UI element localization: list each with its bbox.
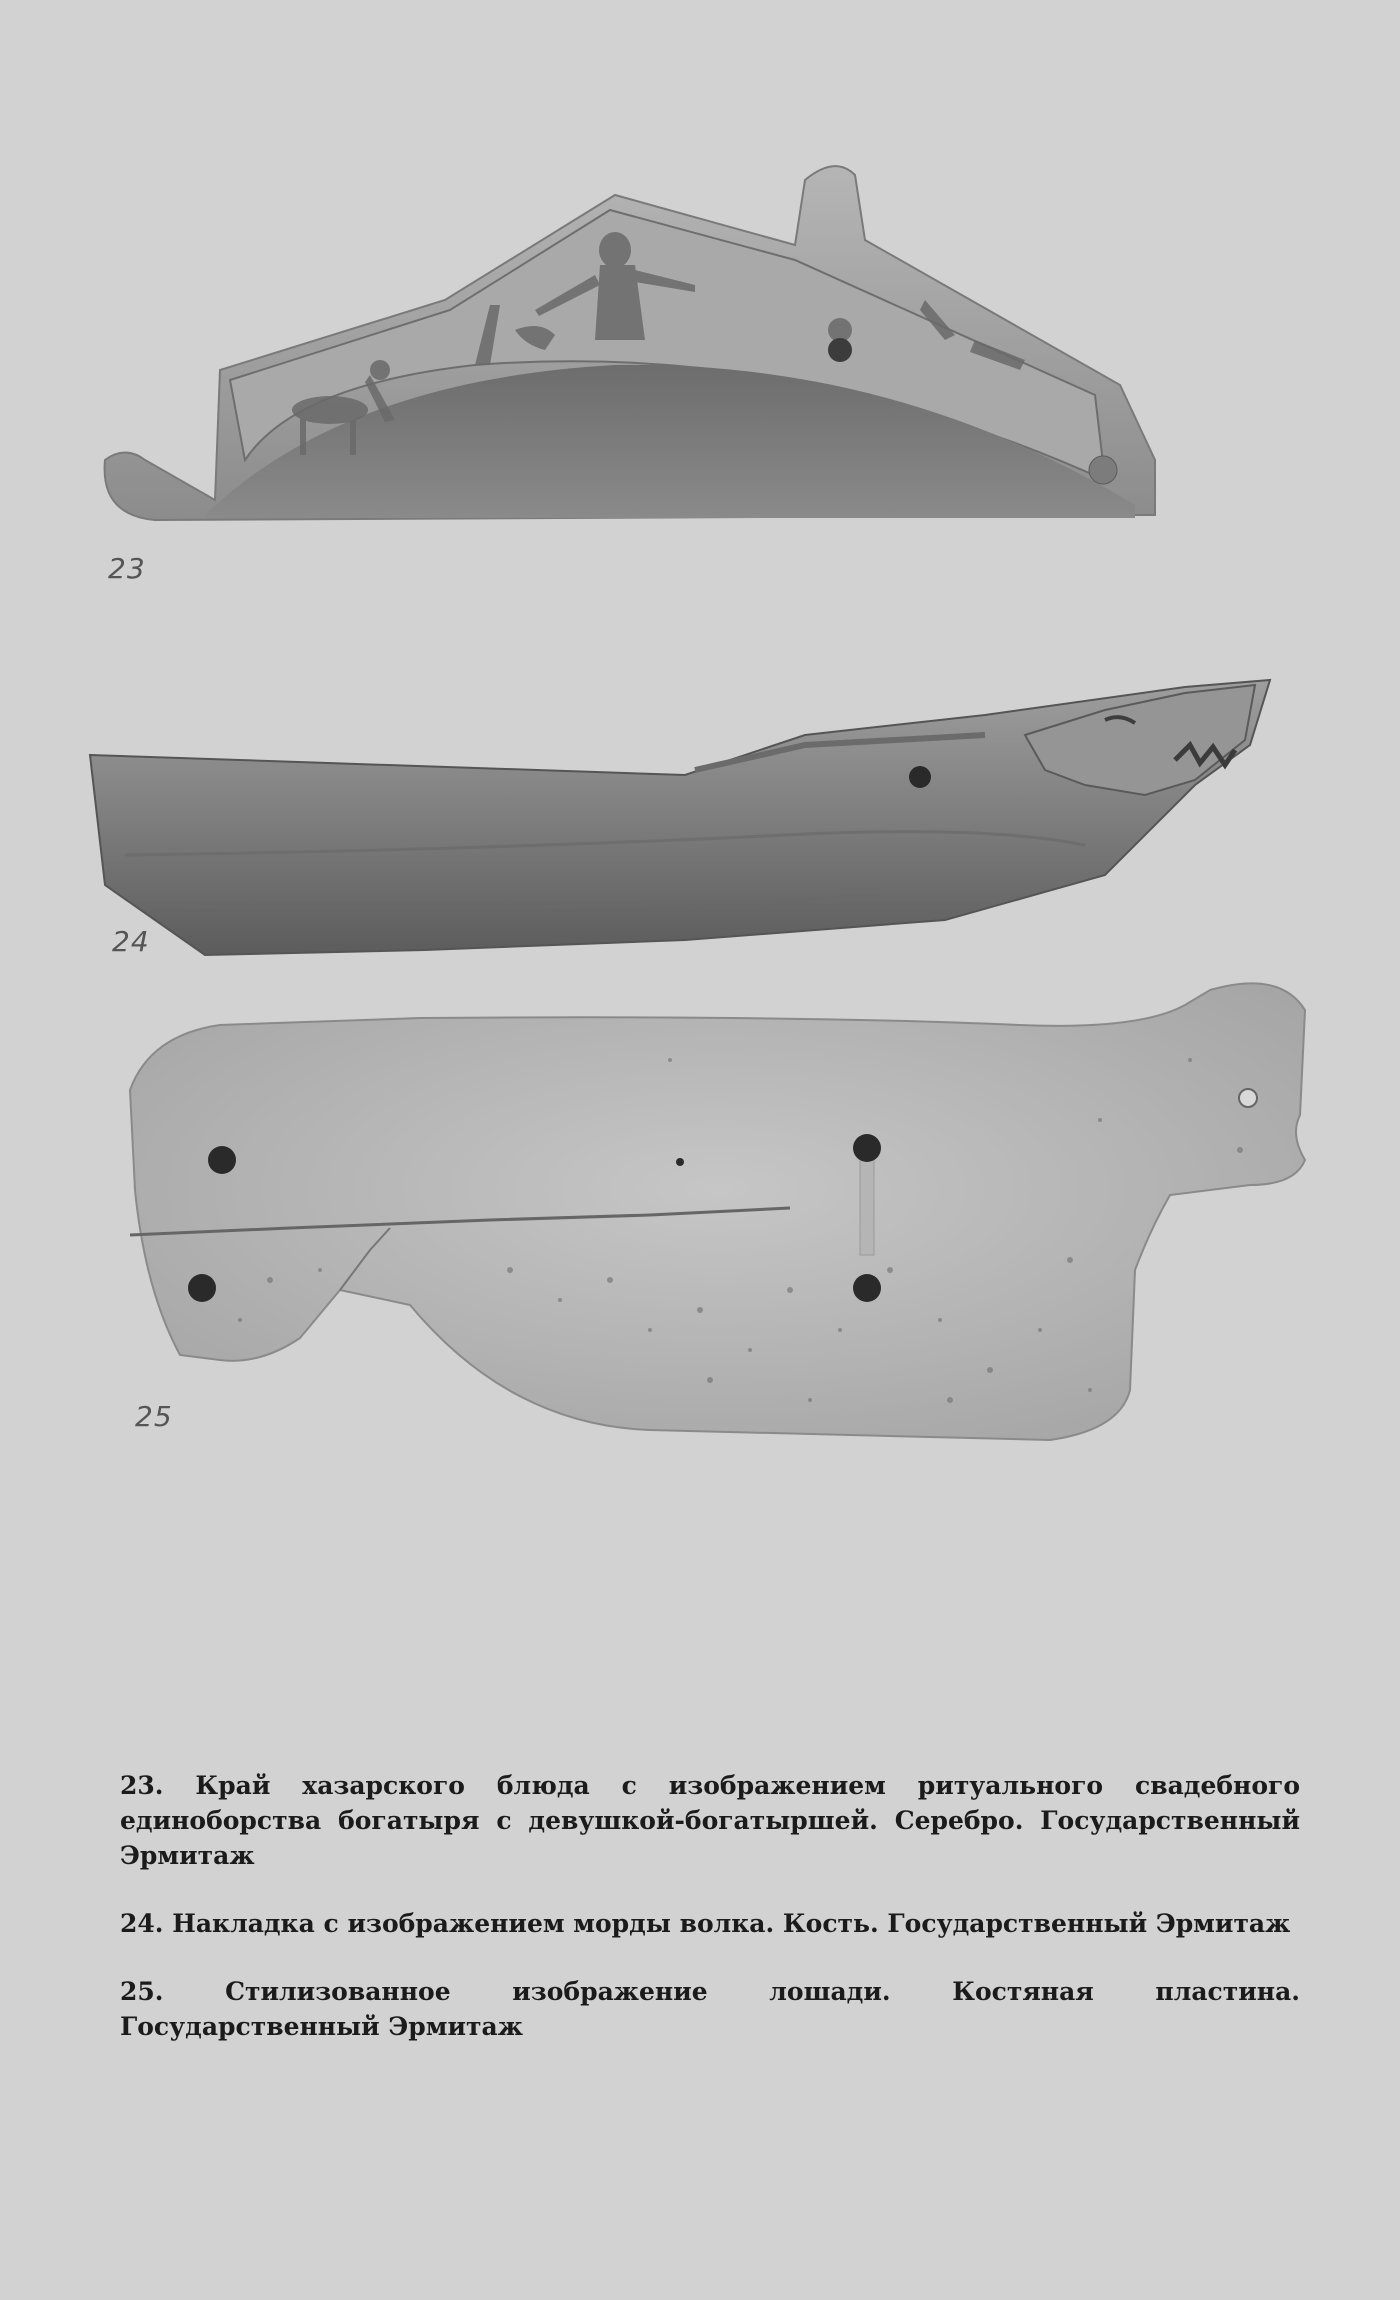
caption-24: 24. Накладка с изображением морды волка. Кость. Государственный Эрмитаж: [120, 1909, 1291, 1938]
caption-25: 25. Стилизованное изображение лошади. Костяная пластина. Государственный Эрмитаж: [120, 1977, 1300, 2041]
rivet: [828, 338, 852, 362]
figure-25-image: [90, 970, 1340, 1450]
figure-24-number: 24: [112, 925, 150, 958]
figure-23-image: [95, 160, 1245, 540]
hole: [188, 1274, 216, 1302]
hole: [853, 1134, 881, 1162]
horse-eye: [1239, 1089, 1257, 1107]
figure-24-image: [85, 675, 1285, 965]
captions-block: [120, 1768, 1300, 2077]
caption-23: 23. Край хазарского блюда с изображением ритуального свадебного единоборства богатыря с девушкой-богатыршей. Серебро. Государственный Эрмитаж: [120, 1771, 1300, 1870]
hole: [853, 1274, 881, 1302]
rivet-hole: [909, 766, 931, 788]
dot: [676, 1158, 684, 1166]
hole: [208, 1146, 236, 1174]
figure-23-number: 23: [108, 552, 146, 585]
figure-25-number: 25: [135, 1400, 173, 1433]
rivet: [1089, 456, 1117, 484]
